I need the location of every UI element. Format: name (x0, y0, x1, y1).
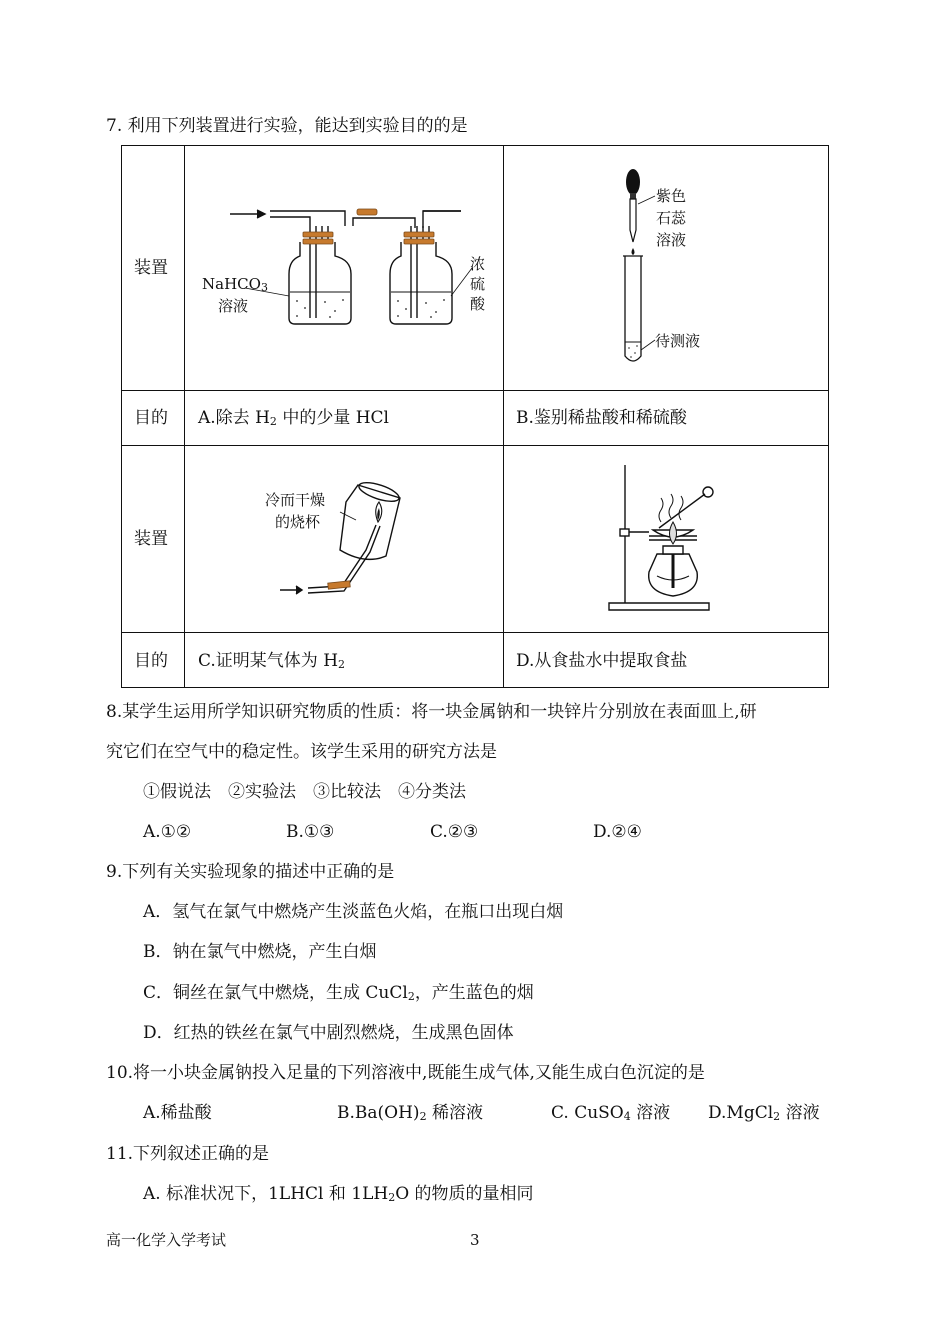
q8-option-c: C.②③ (430, 822, 479, 842)
row-label-purpose: 目的 (134, 408, 168, 428)
q11-option-a: A. 标准状况下，1LHCl 和 $1LH_2O$ 的物质的量相同 (143, 1184, 534, 1204)
q9-stem: 9.下列有关实验现象的描述中正确的是 (106, 862, 395, 882)
litmus-label-1: 紫色 (656, 187, 687, 205)
table-divider (122, 390, 828, 391)
row-label-device: 装置 (134, 529, 168, 549)
beaker-label-2: 的烧杯 (275, 513, 321, 531)
option-c-purpose: C.证明某气体为 $H_2$ (198, 651, 346, 671)
gas-washing-bottles-diagram (185, 146, 503, 390)
q10-stem: 10.将一小块金属钠投入足量的下列溶液中,既能生成气体,又能生成白色沉淀的是 (106, 1063, 705, 1083)
beaker-label-1: 冷而干燥 (265, 491, 326, 509)
nahco3-label-line2: 溶液 (218, 297, 249, 315)
page-number: 3 (470, 1231, 480, 1249)
evaporation-diagram (605, 460, 735, 620)
conc-h2so4-label-2: 硫 (470, 275, 486, 293)
q8-methods: ①假说法 ②实验法 ③比较法 ④分类法 (143, 782, 466, 802)
row-label-device: 装置 (134, 258, 168, 278)
table-divider (122, 632, 828, 633)
litmus-label-2: 石蕊 (656, 209, 687, 227)
q8-option-a: A.①② (143, 822, 192, 842)
test-solution-label: 待测液 (655, 332, 701, 350)
table-divider (503, 146, 504, 687)
q8-option-b: B.①③ (286, 822, 335, 842)
q9-option-d: D．红热的铁丝在氯气中剧烈燃烧，生成黑色固体 (143, 1023, 514, 1043)
q9-option-a: A．氢气在氯气中燃烧产生淡蓝色火焰，在瓶口出现白烟 (143, 902, 564, 922)
q8-stem-line1: 8.某学生运用所学知识研究物质的性质：将一块金属钠和一块锌片分别放在表面皿上,研 (106, 702, 757, 722)
q10-option-b: $B.Ba(OH)_2$ 稀溶液 (337, 1103, 483, 1123)
q8-option-d: D.②④ (593, 822, 642, 842)
q9-option-c: C．铜丝在氯气中燃烧，生成 CuCl$_2$，产生蓝色的烟 (143, 983, 534, 1003)
conc-h2so4-label-3: 酸 (470, 295, 486, 313)
table-divider (122, 445, 828, 446)
option-a-purpose: A.除去 $H_2$ 中的少量 HCl (198, 408, 389, 428)
q9-option-b: B．钠在氯气中燃烧，产生白烟 (143, 942, 377, 962)
option-d-purpose: D.从食盐水中提取食盐 (516, 651, 688, 671)
q10-option-c: C. CuSO$_4$ 溶液 (551, 1103, 671, 1123)
q10-option-a: A.稀盐酸 (143, 1103, 212, 1123)
exam-name: 高一化学入学考试 (106, 1231, 227, 1249)
litmus-label-3: 溶液 (656, 231, 687, 249)
q7-stem: 7. 利用下列装置进行实验，能达到实验目的的是 (106, 116, 468, 136)
option-b-purpose: B.鉴别稀盐酸和稀硫酸 (516, 408, 687, 428)
q8-stem-line2: 究它们在空气中的稳定性。该学生采用的研究方法是 (106, 742, 497, 762)
q11-stem: 11.下列叙述正确的是 (106, 1144, 270, 1164)
conc-h2so4-label-1: 浓 (470, 255, 486, 273)
row-label-purpose: 目的 (134, 651, 168, 671)
q10-option-d: D.MgCl$_2$ 溶液 (708, 1103, 820, 1123)
nahco3-label: NaHCO$_3$ (202, 275, 268, 294)
dropper-testtube-diagram (600, 160, 660, 370)
